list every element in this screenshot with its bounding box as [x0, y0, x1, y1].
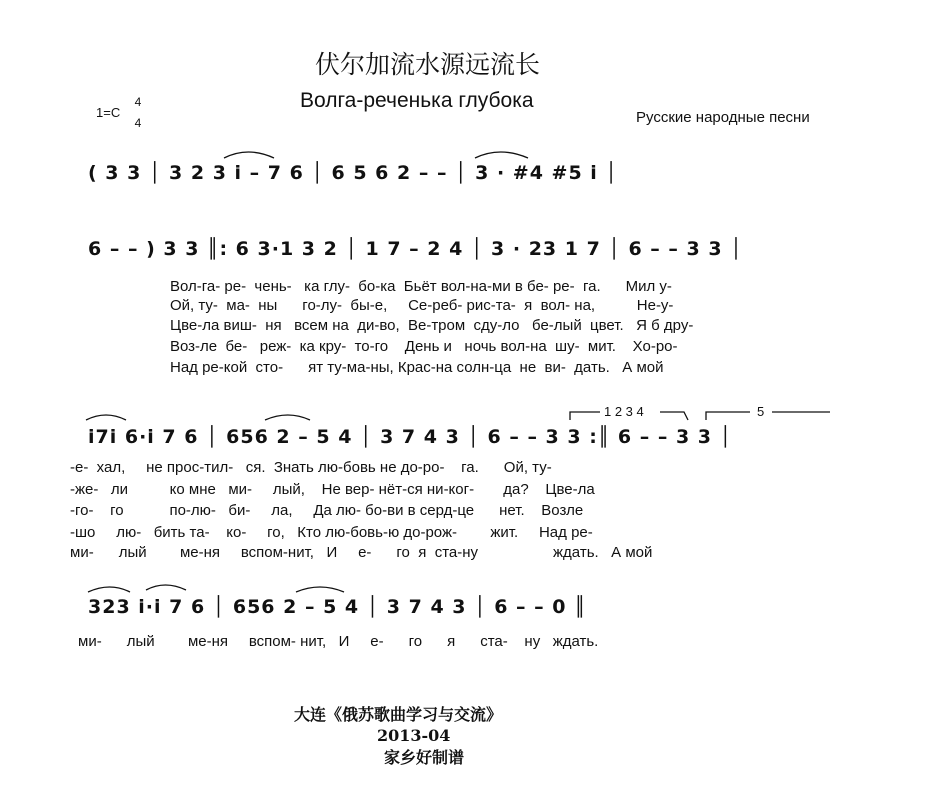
- time-signature-top: 4: [134, 95, 142, 109]
- slur-mark: [86, 415, 126, 420]
- footer-date: 2013-04: [377, 726, 451, 745]
- song-title-chinese: 伏尔加流水源远流长: [315, 50, 541, 79]
- footer-source: 大连《俄苏歌曲学习与交流》: [294, 705, 503, 724]
- song-title-russian: Волга-реченька глубока: [300, 89, 534, 112]
- slur-mark: [475, 152, 528, 158]
- lyric-line: ми- лый ме-ня вспом-нит, И е- го я ста-ну ждать. А мой: [70, 544, 653, 561]
- lyric-line: Ой, ту- ма- ны го-лу- бы-е, Се-реб- рис-та- я вол- на, Не-у-: [170, 297, 674, 314]
- lyric-line: Воз-ле бе- реж- ка кру- то-го День и ночь вол-на шу- мит. Хо-ро-: [170, 338, 678, 355]
- slur-mark: [296, 587, 344, 592]
- slur-mark: [224, 152, 274, 158]
- footer-author: 家乡好制谱: [384, 748, 465, 767]
- slur-mark: [146, 585, 186, 590]
- staff-line-3: i7i 6·i 7 6 │ 656 2 – 5 4 │ 3 7 4 3 │ 6 – – 3 3 :║ 6 – – 3 3 │: [88, 426, 733, 448]
- lyric-line: -же- ли ко мне ми- лый, Не вер- нёт-ся ни-ког- да? Цве-ла: [70, 481, 595, 498]
- slur-mark: [265, 415, 310, 420]
- staff-line-2: 6 – – ) 3 3 ║: 6 3·1 3 2 │ 1 7 – 2 4 │ 3 · 23 1 7 │ 6 – – 3 3 │: [88, 238, 743, 260]
- time-signature-bottom: 4: [134, 116, 142, 130]
- lyric-line: -е- хал, не прос-тил- ся. Знать лю-бовь не до-ро- га. Ой, ту-: [70, 459, 552, 476]
- lyric-line: Цве-ла виш- ня всем на ди-во, Ве-тром сду-ло бе-лый цвет. Я б дру-: [170, 317, 694, 334]
- song-subtitle: Русские народные песни: [636, 109, 810, 126]
- volta-second-ending-label: 5: [757, 404, 765, 419]
- lyric-line: Над ре-кой сто- ят ту-ма-ны, Крас-на солн-ца не ви- дать. А мой: [170, 359, 664, 376]
- slur-mark: [88, 587, 130, 592]
- lyric-line: -го- го по-лю- би- ла, Да лю- бо-ви в серд-це нет. Возле: [70, 502, 584, 519]
- volta-bracket-second: [706, 412, 750, 420]
- staff-line-1: ( 3 3 │ 3 2 3 i – 7 6 │ 6 5 6 2 – – │ 3 · #4 #5 i │: [88, 162, 618, 184]
- volta-first-ending-label: 1 2 3 4: [604, 404, 644, 419]
- key-signature: 1=C: [96, 105, 121, 120]
- lyric-line: ми- лый ме-ня вспом- нит, И е- го я ста- ну ждать.: [78, 633, 599, 650]
- lyric-line: Вол-га- ре- чень- ка глу- бо-ка Бьёт вол-на-ми в бе- ре- га. Мил у-: [170, 278, 672, 295]
- staff-line-4: 323 i·i 7 6 │ 656 2 – 5 4 │ 3 7 4 3 │ 6 – – 0 ║: [88, 596, 587, 618]
- volta-bracket-first-end: [660, 412, 688, 420]
- volta-bracket-first: [570, 412, 600, 420]
- lyric-line: -шо лю- бить та- ко- го, Кто лю-бовь-ю до-рож- жит. Над ре-: [70, 524, 593, 541]
